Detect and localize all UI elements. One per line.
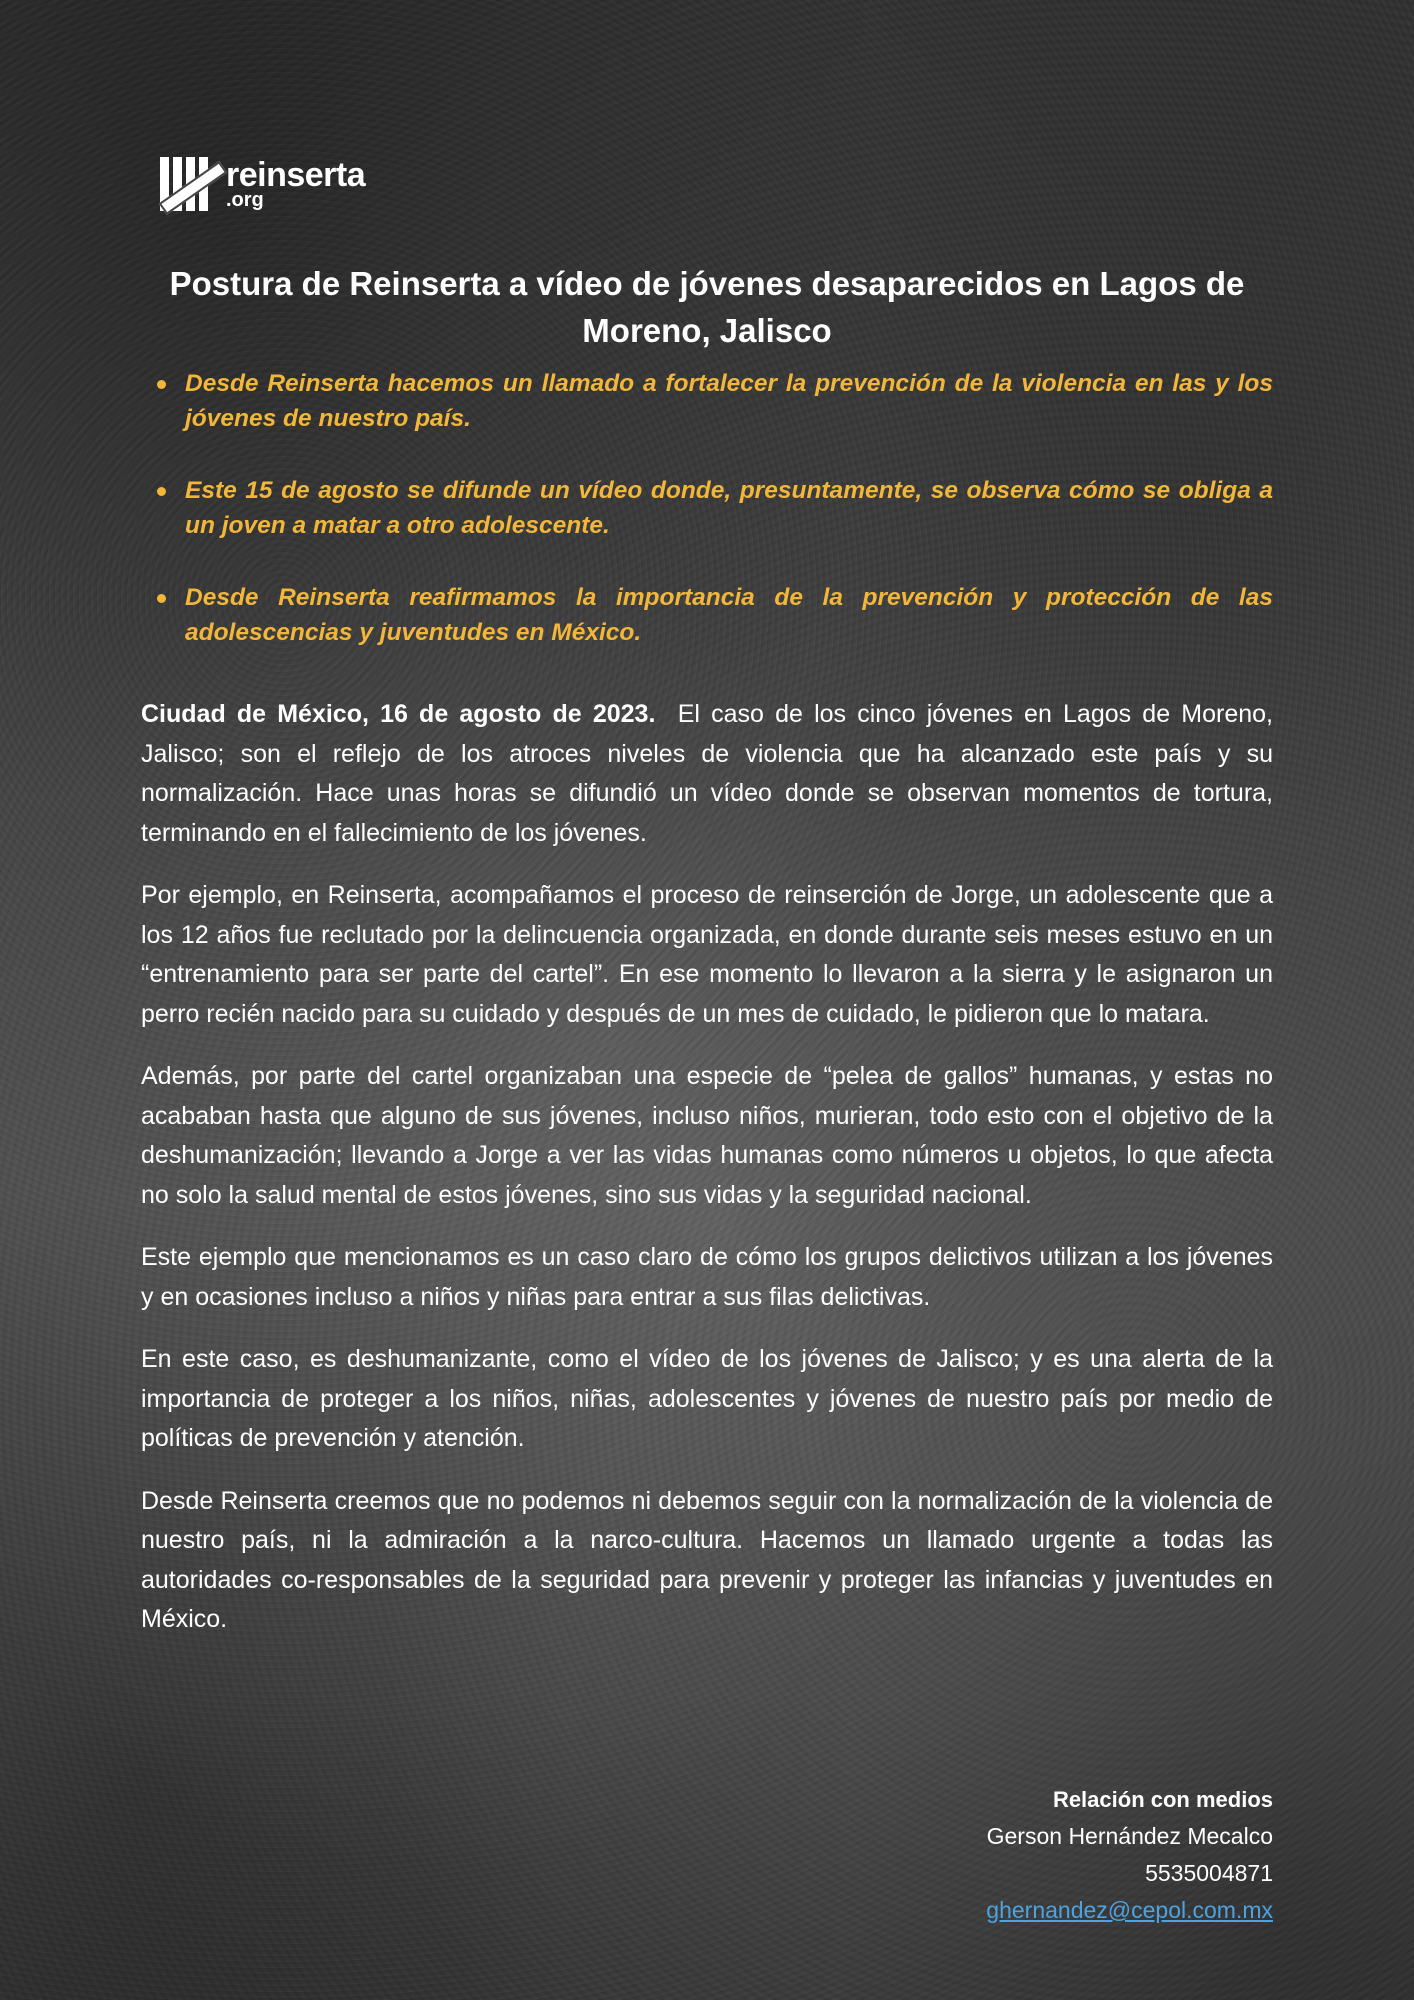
reinserta-logo (160, 155, 365, 213)
paragraph-4: Este ejemplo que mencionamos es un caso claro de cómo los grupos delictivos utilizan a los jóvenes y en ocasiones incluso a niños y niñas para entrar a sus filas delictivas. (141, 1243, 1273, 1311)
contact-email-link[interactable]: ghernandez@cepol.com.mx (986, 1897, 1273, 1923)
paragraph-5: En este caso, es deshumanizante, como el vídeo de los jóvenes de Jalisco; y es una alerta de la importancia de proteger a los niños, niñas, adolescentes y jóvenes de nuestro país por medio de políticas de prevención y atención. (141, 1345, 1273, 1452)
highlight-item (155, 580, 1273, 650)
media-contact (986, 1782, 1273, 1929)
contact-phone: 5535004871 (1145, 1860, 1273, 1886)
paragraph-6: Desde Reinserta creemos que no podemos ni debemos seguir con la normalización de la violencia de nuestro país, ni la admiración a la narco-cultura. Hacemos un llamado urgente a todas las autoridades co-responsables de la seguridad para prevenir y proteger las infancias y juventudes en México. (141, 1486, 1273, 1633)
paragraph-1-text: El caso de los cinco jóvenes en Lagos de Moreno, Jalisco; son el reflejo de los atroces niveles de violencia que ha alcanzado este país y su normalización. Hace unas horas se difundió un vídeo donde se observan momentos de tortura, terminando en el fallecimiento de los jóvenes. (141, 700, 1273, 847)
dateline: Ciudad de México, 16 de agosto de 2023. (141, 700, 656, 728)
highlights-list (155, 366, 1273, 687)
bullet-icon (157, 487, 166, 496)
logo-tld: .org (226, 189, 264, 211)
contact-heading: Relación con medios (1052, 1787, 1273, 1812)
highlight-text: Este 15 de agosto se difunde un vídeo donde, presuntamente, se observa cómo se obliga a un joven a matar a otro adolescente. (185, 477, 1273, 539)
highlight-text: Desde Reinserta hacemos un llamado a fortalecer la prevención de la violencia en las y los jóvenes de nuestro país. (185, 370, 1273, 432)
bullet-icon (157, 594, 166, 603)
paragraph-1 (141, 695, 1273, 853)
bullet-icon (157, 380, 166, 389)
highlight-item (155, 366, 1273, 436)
paragraph-3: Además, por parte del cartel organizaban una especie de “pelea de gallos” humanas, y estas no acababan hasta que alguno de sus jóvenes, incluso niños, murieran, todo esto con el objetivo de la deshumanización; llevando a Jorge a ver las vidas humanas como números u objetos, lo que afecta no solo la salud mental de estos jóvenes, sino sus vidas y la seguridad nacional. (141, 1062, 1273, 1209)
page-title: Postura de Reinserta a vídeo de jóvenes desaparecidos en Lagos de Moreno, Jalisco (169, 265, 1245, 350)
highlight-text: Desde Reinserta reafirmamos la importancia de la prevención y protección de las adolescencias y juventudes en México. (185, 584, 1273, 646)
highlight-item (155, 473, 1273, 543)
contact-name: Gerson Hernández Mecalco (986, 1823, 1273, 1849)
prison-bars-hands-icon (160, 155, 218, 213)
logo-name: reinserta (226, 156, 366, 194)
body-text (141, 695, 1273, 1663)
paragraph-2: Por ejemplo, en Reinserta, acompañamos el proceso de reinserción de Jorge, un adolescente que a los 12 años fue reclutado por la delincuencia organizada, en donde durante seis meses estuvo en un “entrenamiento para ser parte del cartel”. En ese momento lo llevaron a la sierra y le asignaron un perro recién nacido para su cuidado y después de un mes de cuidado, le pidieron que lo matara. (141, 881, 1273, 1028)
